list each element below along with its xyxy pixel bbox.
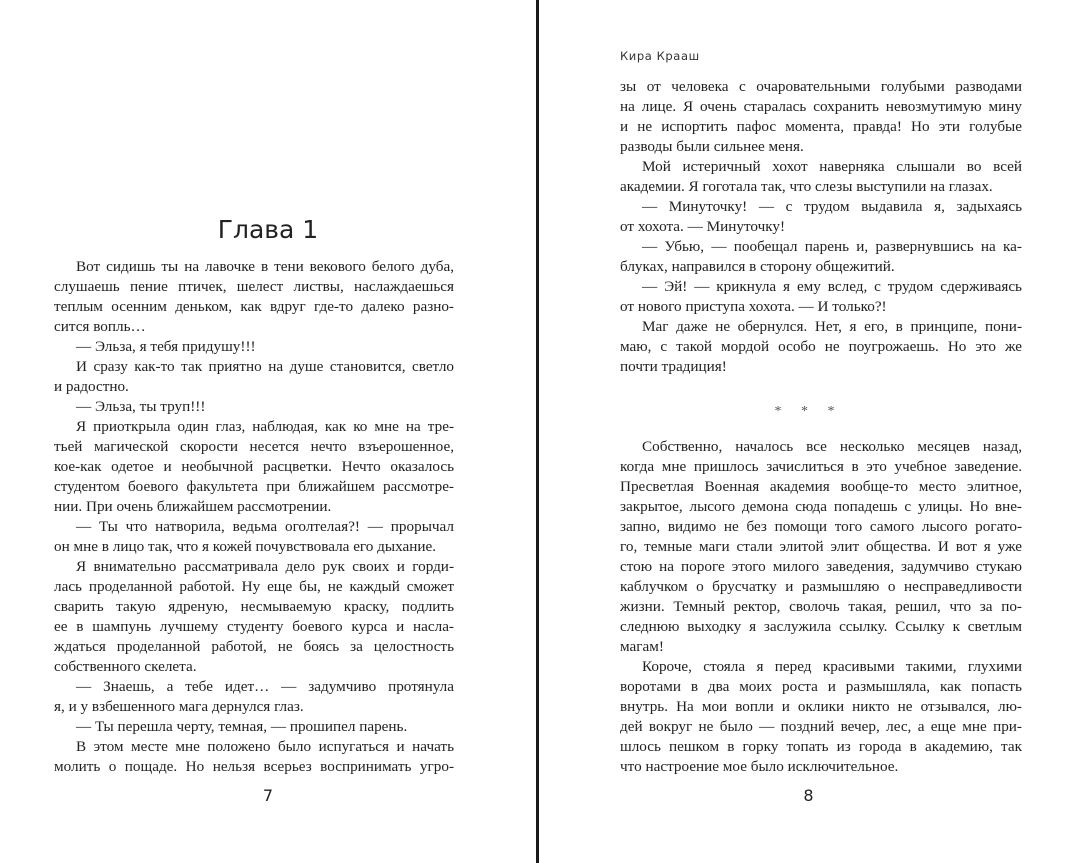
left-page: [0, 0, 536, 863]
text-line: Мой истеричный хохот наверняка слышали во всей: [642, 158, 1022, 175]
text-line: молить о пощаде. Но нельзя всерьез воспринимать угро-: [54, 758, 454, 775]
text-line: — Убью, — пообещал парень и, развернувшись на ка-: [642, 238, 1022, 255]
text-line: Я внимательно рассматривала дело рук своих и горди-: [76, 558, 454, 575]
text-line: ее в шампунь лучшему студенту боевого курса и насла-: [54, 618, 454, 635]
right-page: [540, 0, 1077, 863]
text-line: закрытое, лысого демона сюда попадешь с улицы. Но вне-: [620, 498, 1022, 515]
text-line: следнюю выходку я заслужила ссылку. Ссылку к светлым: [620, 618, 1022, 635]
text-line: слушаешь пение птичек, шелест листвы, наслаждаешься: [54, 278, 454, 295]
text-line: тьей магической скорости несется нечто взъерошенное,: [54, 438, 454, 455]
text-line: В этом месте мне положено было испугаться и начать: [76, 738, 454, 755]
text-line: — Ты что натворила, ведьма оголтелая?! — прорычал: [76, 518, 454, 535]
text-line: что настроение мое было исключительное.: [620, 758, 899, 775]
text-line: — Минуточку! — с трудом выдавила я, задыхаясь: [642, 198, 1022, 215]
text-line: от хохота. — Минуточку!: [620, 218, 786, 235]
text-line: го, темные маги стали элитой элит общества. И вот я уже: [620, 538, 1022, 555]
text-line: академии. Я гоготала так, что слезы выступили на глазах.: [620, 178, 993, 195]
page-number: 7: [262, 786, 274, 805]
text-line: и радостно.: [54, 378, 129, 395]
text-line: ждаться проделанной работой, не боясь за целостность: [54, 638, 454, 655]
text-line: И сразу как-то так приятно на душе становится, светло: [76, 358, 454, 375]
text-line: он мне в лицо так, что я кожей почувствовала его дыхание.: [54, 538, 437, 555]
text-line: нии. При очень ближайшем рассмотрении.: [54, 498, 332, 515]
text-line: внутрь. На мои вопли и оклики никто не отзывался, лю-: [620, 698, 1022, 715]
text-line: я, и у взбешенного мага дернулся глаз.: [54, 698, 304, 715]
text-line: Маг даже не обернулся. Нет, я его, в принципе, пони-: [642, 318, 1022, 335]
text-line: студентом боевого факультета при ближайшем рассмотре-: [54, 478, 454, 495]
text-line: дей вокруг не было — поздний вечер, лес, а еще мне при-: [620, 718, 1022, 735]
right-page-text-part1: [620, 77, 1022, 377]
chapter-title: Глава 1: [217, 214, 319, 244]
text-line: от нового приступа хохота. — И только?!: [620, 298, 887, 315]
text-line: Я приоткрыла один глаз, наблюдая, как ко мне на тре-: [76, 418, 454, 435]
text-line: на лице. Я очень старалась сохранить невозмутимую мину: [620, 98, 1022, 115]
text-line: почти традиция!: [620, 358, 727, 375]
text-line: воротами в два моих роста и размышляла, как попасть: [620, 678, 1022, 695]
section-separator: * * *: [774, 404, 843, 419]
text-line: Вот сидишь ты на лавочке в тени векового белого дуба,: [76, 258, 454, 275]
text-line: разводы были сильнее меня.: [620, 138, 804, 155]
text-line: сится вопль…: [54, 318, 146, 335]
text-line: зы от человека с очаровательными голубыми разводами: [620, 78, 1022, 95]
text-line: кое-как одетое и необычной расцветки. Нечто оказалось: [54, 458, 454, 475]
text-line: — Эльза, ты труп!!!: [76, 398, 206, 415]
left-page-text: [54, 257, 454, 777]
text-line: и не испортить пафос момента, правда! Но эти голубые: [620, 118, 1022, 135]
text-line: запно, видимо не без помощи того самого лысого рогато-: [620, 518, 1022, 535]
text-line: — Эй! — крикнула я ему вслед, с трудом сдерживаясь: [642, 278, 1022, 295]
page-number: 8: [803, 786, 814, 805]
text-line: — Знаешь, а тебе идет… — задумчиво протянула: [76, 678, 454, 695]
text-line: теплым осенним деньком, как вдруг где-то далеко разно-: [54, 298, 454, 315]
text-line: блуках, направился в сторону общежитий.: [620, 258, 895, 275]
text-line: стою на пороге этого милого заведения, задумчиво стукаю: [620, 558, 1022, 575]
text-line: лась проделанной работой. Ну еще бы, не каждый сможет: [54, 578, 454, 595]
text-line: когда мне пришлось зачислиться в это учебное заведение.: [620, 458, 1022, 475]
text-line: Короче, стояла я перед красивыми такими, глухими: [642, 658, 1022, 675]
text-line: шлось пешком в горку топать из города в академию, так: [620, 738, 1022, 755]
text-line: Пресветлая Военная академия вообще-то место элитное,: [620, 478, 1022, 495]
running-head-author: Кира Крааш: [620, 49, 700, 63]
text-line: маю, с такой мордой особо не поугрожаешь. Но это же: [620, 338, 1022, 355]
text-line: Собственно, началось все несколько месяцев назад,: [642, 438, 1022, 455]
text-line: — Ты перешла черту, темная, — прошипел парень.: [76, 718, 408, 735]
text-line: сварить такую ядреную, несмываемую краску, подлить: [54, 598, 454, 615]
text-line: собственного скелета.: [54, 658, 197, 675]
text-line: магам!: [620, 638, 664, 655]
page-divider: [536, 0, 539, 863]
text-line: каблучком о брусчатку и размышляю о несправедливости: [620, 578, 1022, 595]
text-line: жизни. Темный ректор, сволочь такая, решил, что за по-: [620, 598, 1022, 615]
right-page-text-part2: [620, 437, 1022, 777]
text-line: — Эльза, я тебя придушу!!!: [76, 338, 256, 355]
